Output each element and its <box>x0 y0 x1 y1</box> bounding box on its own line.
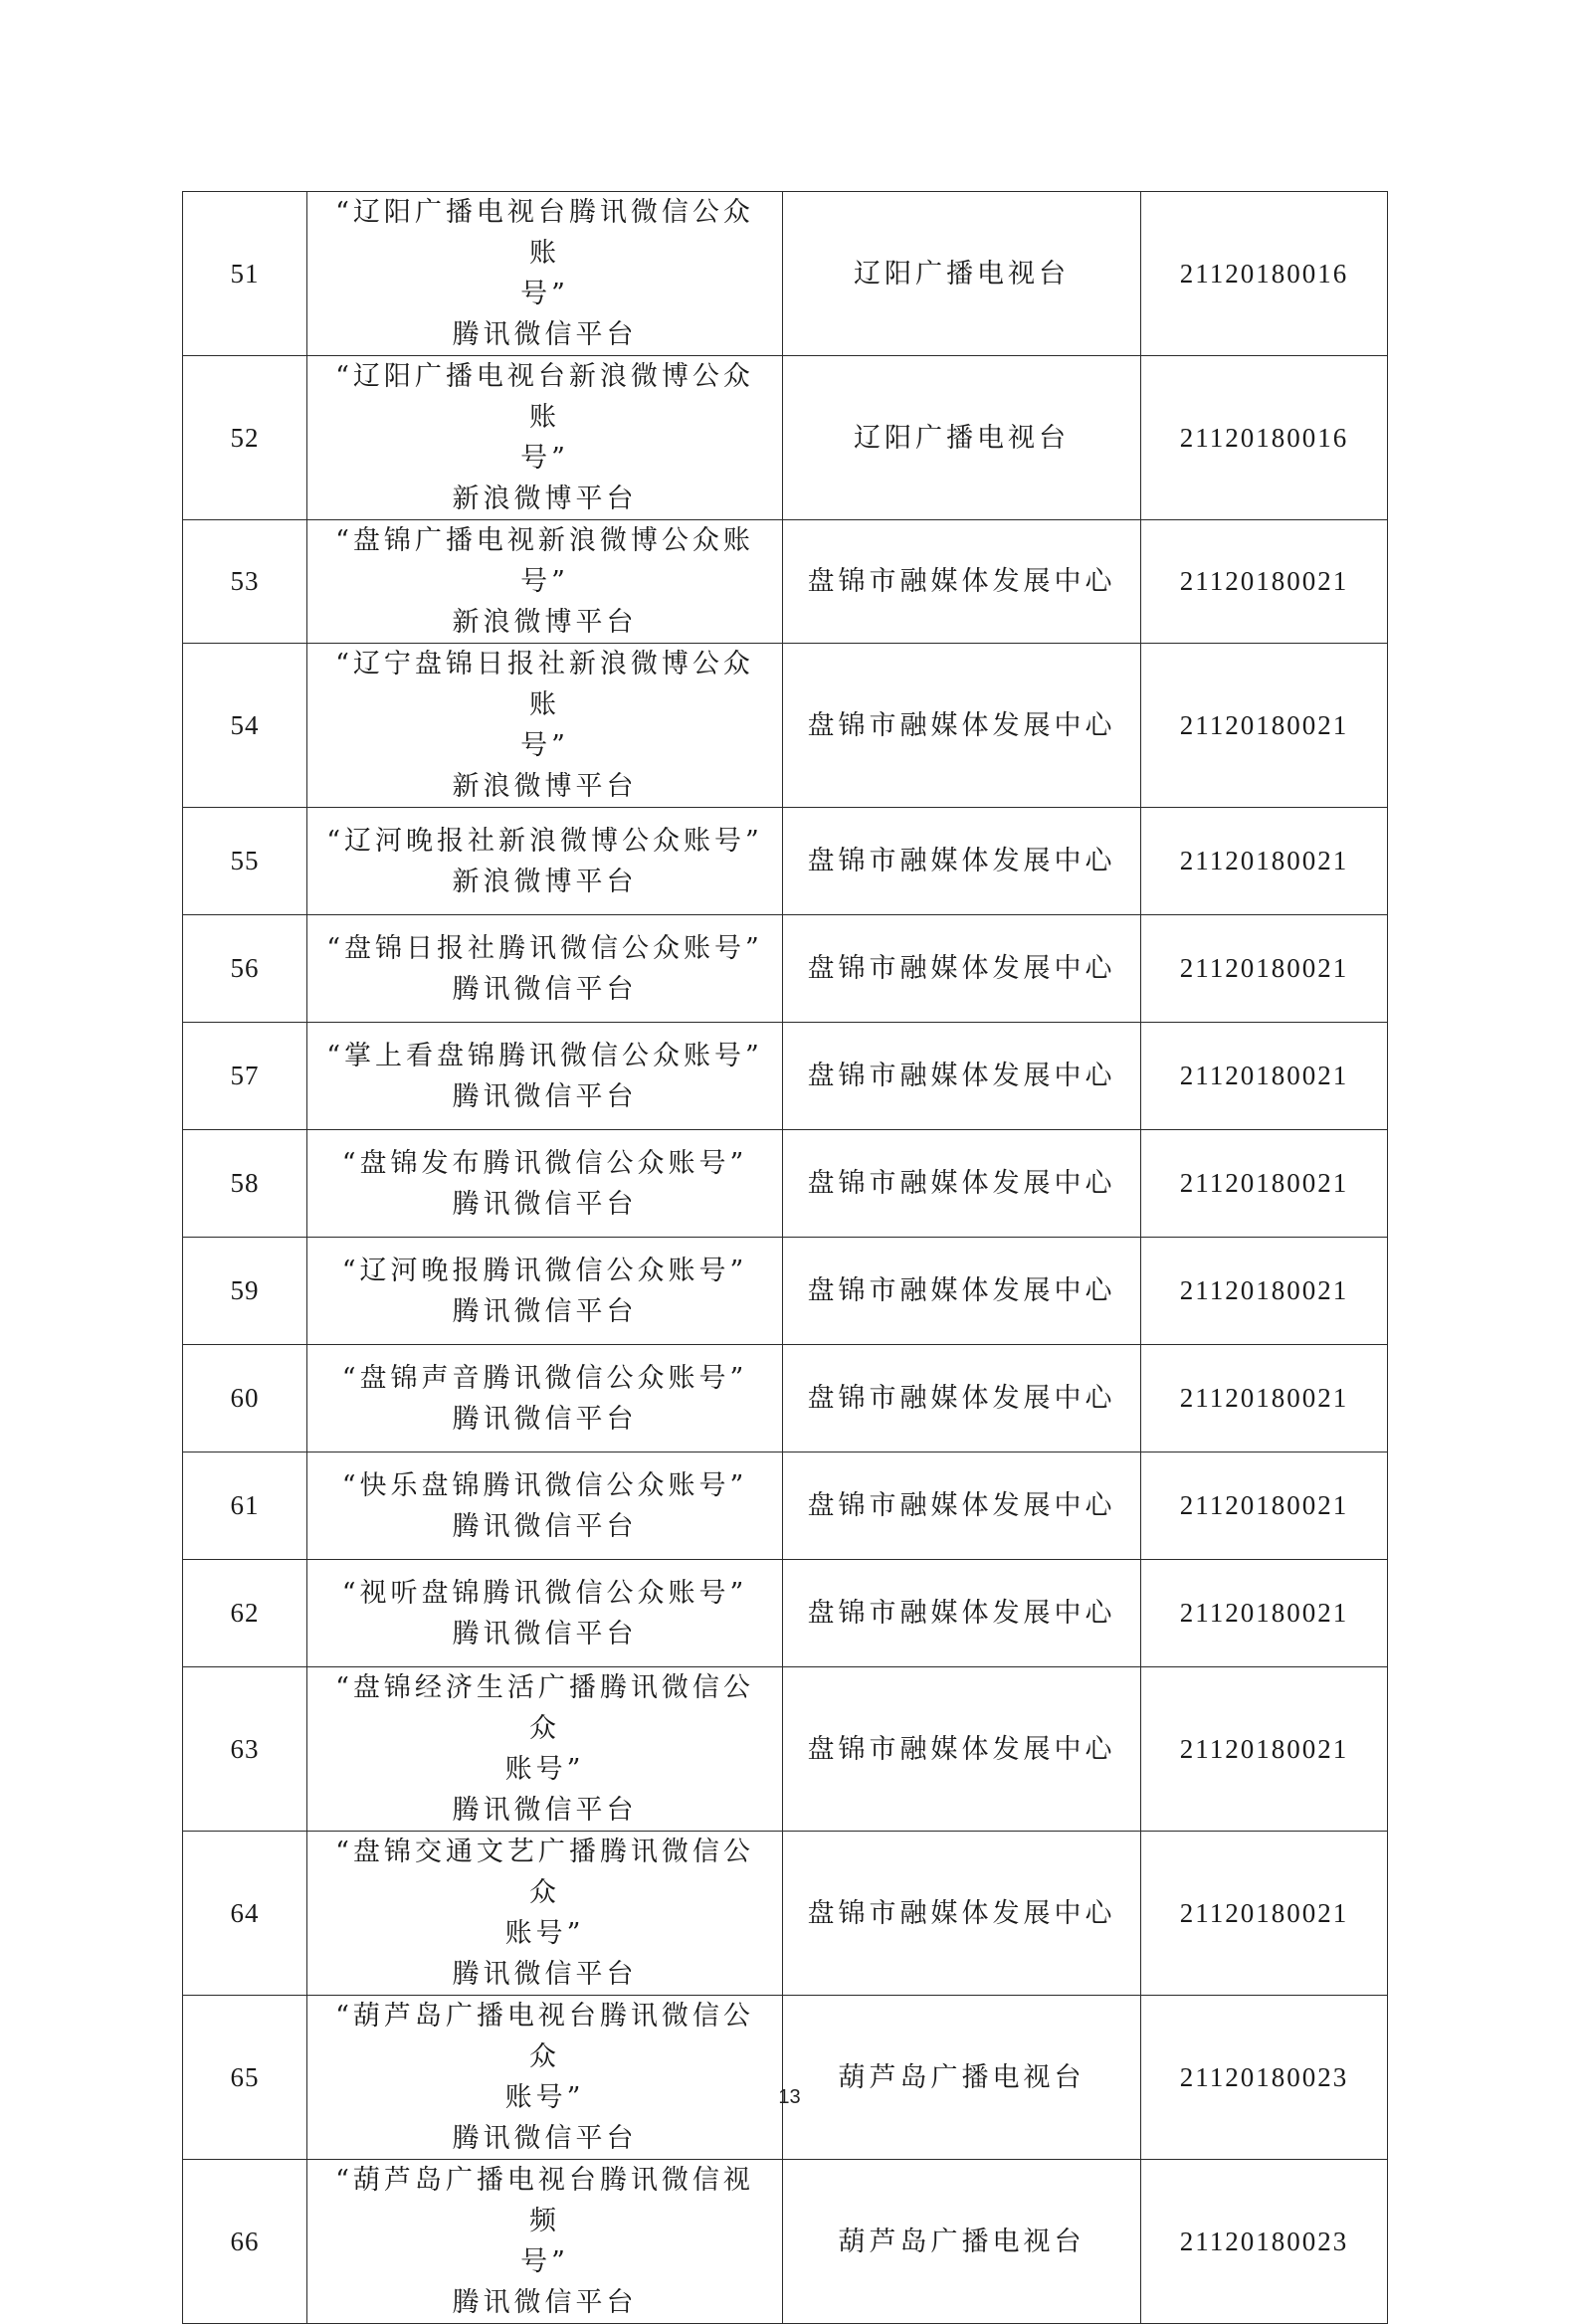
account-name-cell <box>307 1345 783 1452</box>
table-row <box>183 520 1388 644</box>
account-name-cell <box>307 1667 783 1832</box>
table-row <box>183 1130 1388 1238</box>
license-code-cell: 21120180021 <box>1141 1238 1388 1345</box>
row-number-cell: 65 <box>183 1996 307 2160</box>
operating-unit-cell: 盘锦市融媒体发展中心 <box>783 1345 1141 1452</box>
account-name-cell <box>307 644 783 808</box>
account-name-line: 新浪微博平台 <box>452 607 638 638</box>
license-code-cell: 21120180021 <box>1141 915 1388 1023</box>
account-name-line: 腾讯微信平台 <box>452 1080 638 1112</box>
table-row <box>183 644 1388 808</box>
account-name-line: “盘锦日报社腾讯微信公众账号” <box>326 932 763 964</box>
account-name-line: “辽阳广播电视台新浪微博公众账 <box>335 361 754 433</box>
row-number-cell: 56 <box>183 915 307 1023</box>
license-code-cell: 21120180021 <box>1141 1023 1388 1130</box>
row-number-cell: 57 <box>183 1023 307 1130</box>
operating-unit-cell: 盘锦市融媒体发展中心 <box>783 1452 1141 1560</box>
account-name-line: 腾讯微信平台 <box>452 1188 638 1220</box>
account-name-line: 账号” <box>504 1918 585 1949</box>
account-name-cell <box>307 1560 783 1667</box>
operating-unit-cell: 盘锦市融媒体发展中心 <box>783 1560 1141 1667</box>
row-number-cell: 60 <box>183 1345 307 1452</box>
account-name-line: 号” <box>520 279 569 309</box>
operating-unit-cell: 盘锦市融媒体发展中心 <box>783 644 1141 808</box>
license-code-cell: 21120180023 <box>1141 2160 1388 2324</box>
account-name-line: “掌上看盘锦腾讯微信公众账号” <box>326 1040 763 1071</box>
account-name-line: 号” <box>520 443 569 474</box>
row-number-cell: 53 <box>183 520 307 644</box>
operating-unit-cell: 辽阳广播电视台 <box>783 356 1141 520</box>
account-name-line: 腾讯微信平台 <box>452 1959 638 1990</box>
row-number-cell: 64 <box>183 1832 307 1996</box>
account-name-line: 腾讯微信平台 <box>452 1510 638 1542</box>
operating-unit-cell: 盘锦市融媒体发展中心 <box>783 1832 1141 1996</box>
license-code-cell: 21120180021 <box>1141 1667 1388 1832</box>
table-row <box>183 1832 1388 1996</box>
account-name-line: “视听盘锦腾讯微信公众账号” <box>341 1577 748 1609</box>
account-name-cell <box>307 1238 783 1345</box>
row-number-cell: 63 <box>183 1667 307 1832</box>
account-name-cell <box>307 520 783 644</box>
license-table <box>182 191 1388 2324</box>
row-number-cell: 55 <box>183 808 307 915</box>
operating-unit-cell: 盘锦市融媒体发展中心 <box>783 808 1141 915</box>
license-code-cell: 21120180021 <box>1141 644 1388 808</box>
row-number-cell: 54 <box>183 644 307 808</box>
operating-unit-cell: 盘锦市融媒体发展中心 <box>783 1130 1141 1238</box>
account-name-cell <box>307 1832 783 1996</box>
license-code-cell: 21120180016 <box>1141 192 1388 356</box>
row-number-cell: 61 <box>183 1452 307 1560</box>
operating-unit-cell: 盘锦市融媒体发展中心 <box>783 1238 1141 1345</box>
account-name-line: “葫芦岛广播电视台腾讯微信公众 <box>335 2001 754 2072</box>
page-number: 13 <box>778 2086 801 2108</box>
row-number-cell: 52 <box>183 356 307 520</box>
account-name-line: 账号” <box>504 2082 585 2113</box>
account-name-cell <box>307 915 783 1023</box>
license-code-cell: 21120180023 <box>1141 1996 1388 2160</box>
license-code-cell: 21120180021 <box>1141 1130 1388 1238</box>
operating-unit-cell: 盘锦市融媒体发展中心 <box>783 1667 1141 1832</box>
table-row <box>183 192 1388 356</box>
account-name-line: “辽宁盘锦日报社新浪微博公众账 <box>335 649 754 720</box>
table-row <box>183 1667 1388 1832</box>
table-row <box>183 1452 1388 1560</box>
license-code-cell: 21120180021 <box>1141 520 1388 644</box>
account-name-line: 腾讯微信平台 <box>452 2123 638 2154</box>
account-name-line: 新浪微博平台 <box>452 484 638 514</box>
account-name-line: 号” <box>520 730 569 761</box>
license-table-container <box>182 191 1387 2324</box>
account-name-line: “盘锦广播电视新浪微博公众账号” <box>335 525 754 597</box>
account-name-cell <box>307 1452 783 1560</box>
account-name-cell <box>307 356 783 520</box>
license-code-cell: 21120180021 <box>1141 1832 1388 1996</box>
row-number-cell: 62 <box>183 1560 307 1667</box>
account-name-line: “葫芦岛广播电视台腾讯微信视频 <box>335 2165 754 2236</box>
account-name-line: 新浪微博平台 <box>452 771 638 802</box>
table-row <box>183 808 1388 915</box>
account-name-cell <box>307 1130 783 1238</box>
table-row <box>183 1560 1388 1667</box>
table-row <box>183 915 1388 1023</box>
account-name-line: 腾讯微信平台 <box>452 1618 638 1649</box>
account-name-cell <box>307 192 783 356</box>
account-name-cell <box>307 1023 783 1130</box>
account-name-line: 新浪微博平台 <box>452 866 638 897</box>
operating-unit-cell: 葫芦岛广播电视台 <box>783 2160 1141 2324</box>
account-name-line: “盘锦经济生活广播腾讯微信公众 <box>335 1672 754 1744</box>
account-name-line: 腾讯微信平台 <box>452 973 638 1005</box>
license-code-cell: 21120180016 <box>1141 356 1388 520</box>
account-name-line: “快乐盘锦腾讯微信公众账号” <box>341 1469 748 1501</box>
account-name-line: 腾讯微信平台 <box>452 2287 638 2318</box>
row-number-cell: 51 <box>183 192 307 356</box>
row-number-cell: 58 <box>183 1130 307 1238</box>
account-name-cell <box>307 1996 783 2160</box>
account-name-line: “盘锦发布腾讯微信公众账号” <box>341 1147 748 1179</box>
operating-unit-cell: 盘锦市融媒体发展中心 <box>783 520 1141 644</box>
operating-unit-cell: 盘锦市融媒体发展中心 <box>783 1023 1141 1130</box>
account-name-line: 腾讯微信平台 <box>452 1795 638 1826</box>
account-name-line: “盘锦声音腾讯微信公众账号” <box>341 1362 748 1394</box>
table-row <box>183 356 1388 520</box>
table-row <box>183 1996 1388 2160</box>
table-row <box>183 2160 1388 2324</box>
row-number-cell: 59 <box>183 1238 307 1345</box>
operating-unit-cell: 葫芦岛广播电视台 <box>783 1996 1141 2160</box>
account-name-line: “辽河晚报社新浪微博公众账号” <box>326 825 763 857</box>
account-name-line: “盘锦交通文艺广播腾讯微信公众 <box>335 1837 754 1908</box>
table-row <box>183 1345 1388 1452</box>
account-name-line: 腾讯微信平台 <box>452 1403 638 1435</box>
account-name-line: 账号” <box>504 1754 585 1785</box>
account-name-line: 腾讯微信平台 <box>452 319 638 350</box>
operating-unit-cell: 盘锦市融媒体发展中心 <box>783 915 1141 1023</box>
account-name-line: 腾讯微信平台 <box>452 1295 638 1327</box>
license-code-cell: 21120180021 <box>1141 808 1388 915</box>
account-name-line: “辽河晚报腾讯微信公众账号” <box>341 1255 748 1286</box>
operating-unit-cell: 辽阳广播电视台 <box>783 192 1141 356</box>
license-code-cell: 21120180021 <box>1141 1452 1388 1560</box>
account-name-line: 号” <box>520 2246 569 2277</box>
table-row <box>183 1023 1388 1130</box>
account-name-cell <box>307 2160 783 2324</box>
table-row <box>183 1238 1388 1345</box>
license-code-cell: 21120180021 <box>1141 1345 1388 1452</box>
account-name-cell <box>307 808 783 915</box>
table-body <box>183 192 1388 2324</box>
account-name-line: “辽阳广播电视台腾讯微信公众账 <box>335 197 754 269</box>
row-number-cell: 66 <box>183 2160 307 2324</box>
license-code-cell: 21120180021 <box>1141 1560 1388 1667</box>
